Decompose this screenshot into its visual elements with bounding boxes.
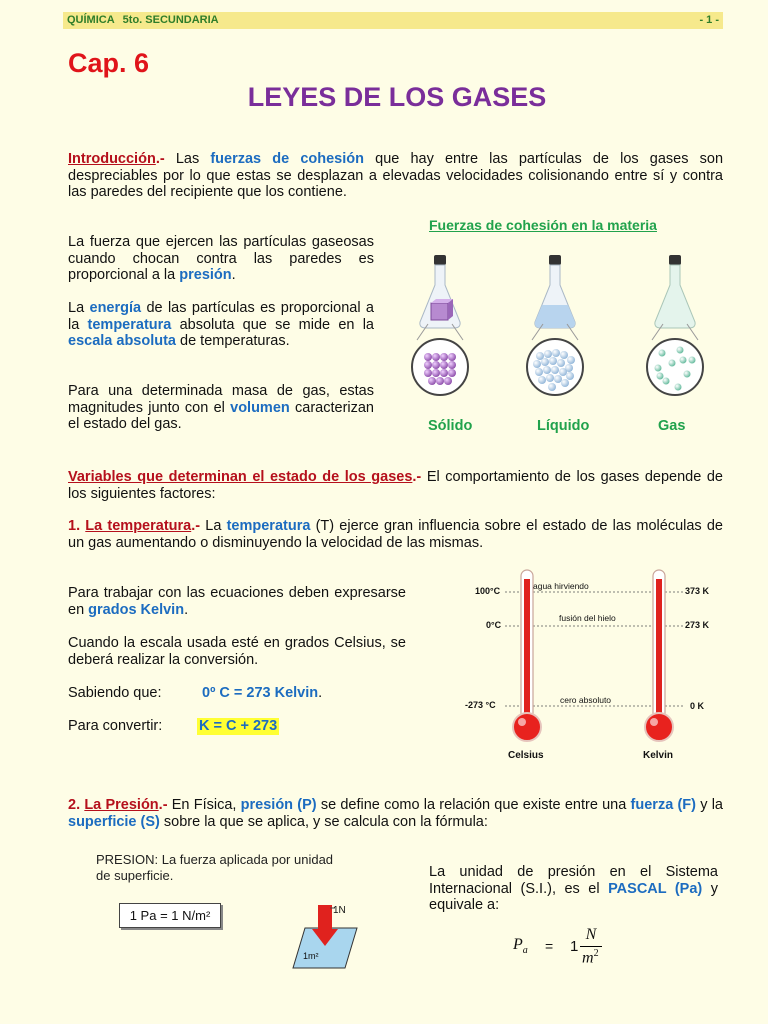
pascal-formula-box: 1 Pa = 1 N/m²	[119, 903, 221, 928]
variables-paragraph	[68, 469, 723, 502]
eq-one: 1	[570, 938, 579, 955]
keyword-fuerza-f: fuerza (F)	[630, 797, 696, 813]
temperatura-paragraph	[68, 518, 723, 551]
energia-text-3: absoluta que se mide en la	[171, 316, 374, 333]
label-100c: 100°C	[475, 586, 501, 596]
keyword-presion-p: presión (P)	[240, 797, 317, 813]
presion-text: En Física,	[167, 797, 241, 813]
keyword-temperatura-2: temperatura	[226, 518, 311, 534]
thermometer-celsius	[513, 570, 541, 741]
kelvin-text: Para trabajar con las ecuaciones deben expresarse en	[68, 585, 406, 618]
fuerza-text: La fuerza que ejercen las partículas gaseosas cuando chocan contra las paredes es proporcional a la	[68, 234, 374, 283]
keyword-pascal: PASCAL (Pa)	[608, 880, 703, 897]
label-0k: 0 K	[690, 701, 705, 711]
thermometers-figure	[455, 567, 725, 767]
masa-paragraph	[68, 383, 374, 433]
presion-heading: La Presión	[84, 797, 159, 813]
temperatura-text: La	[200, 518, 227, 534]
unidad-paragraph	[429, 864, 718, 914]
thermometer-kelvin	[645, 570, 673, 741]
masa-text-2: caracterizan el estado del gas.	[68, 399, 374, 432]
label-force-1n: 1N	[333, 905, 346, 916]
label-0c: 0°C	[486, 620, 502, 630]
keyword-escala-absoluta: escala absoluta	[68, 333, 176, 349]
eq-p	[513, 936, 528, 956]
label-area-1m2: 1m²	[303, 951, 319, 961]
page-number: - 1 -	[699, 14, 719, 26]
convertir-label: Para convertir:	[68, 718, 163, 734]
presion-paragraph	[68, 797, 723, 830]
flask-gas	[647, 255, 703, 395]
intro-heading: Introducción	[68, 151, 156, 167]
figure-cohesion-title: Fuerzas de cohesión en la materia	[429, 217, 657, 233]
temperatura-sep: .-	[191, 518, 201, 534]
temperatura-heading: La temperatura	[85, 518, 192, 534]
page-title-text: LEYES DE LOS GASES	[247, 82, 547, 112]
sabiendo-dot: .	[318, 685, 323, 701]
eq-p-symbol: P	[513, 936, 523, 953]
header-grade: 5to. SECUNDARIA	[122, 14, 219, 26]
eq-exponent: 2	[593, 948, 599, 959]
keyword-energia: energía	[89, 300, 142, 316]
presion-sep: .-	[158, 797, 168, 813]
presion-text-3: y la	[696, 797, 723, 813]
kelvin-paragraph	[68, 585, 406, 618]
presion-text-2: se define como la relación que existe entre una	[316, 797, 631, 813]
presion-definition: PRESION: La fuerza aplicada por unidad de superficie.	[96, 852, 334, 883]
label-fusion-hielo: fusión del hielo	[559, 613, 616, 623]
intro-sep: .-	[155, 151, 165, 167]
fuerza-paragraph	[68, 234, 374, 284]
eq-denominator	[582, 948, 599, 967]
keyword-superficie-s: superficie (S)	[68, 813, 160, 830]
label-minus273c: -273 °C	[465, 700, 496, 710]
convertir-formula: K = C + 273	[199, 718, 278, 734]
page-title	[0, 82, 768, 113]
eq-m: m	[582, 949, 594, 967]
keyword-volumen: volumen	[230, 399, 290, 416]
energia-text-2: de las partículas es proporcional a la	[68, 300, 374, 333]
temperatura-text-2: (T) ejerce gran influencia sobre el estado de las moléculas de un gas aumentando o disminuyendo la velocidad de las mismas.	[68, 518, 723, 551]
unidad-text-2: y equivale a:	[429, 880, 718, 913]
fuerza-text-2: .	[231, 267, 236, 283]
celsius-paragraph: Cuando la escala usada esté en grados Celsius, se deberá realizar la conversión.	[68, 635, 406, 668]
label-agua-hirviendo: agua hirviendo	[533, 581, 589, 591]
label-gas: Gas	[658, 418, 686, 434]
energia-text-4: de temperaturas.	[176, 333, 290, 349]
kelvin-text-2: .	[184, 601, 189, 618]
label-273k: 273 K	[685, 620, 710, 630]
unidad-text: La unidad de presión en el Sistema Internacional (S.I.), es el	[429, 864, 718, 897]
variables-sep: .-	[412, 469, 422, 485]
sabiendo-label: Sabiendo que:	[68, 685, 162, 701]
header-subject: QUÍMICA	[67, 14, 115, 26]
label-celsius: Celsius	[508, 750, 544, 761]
intro-text-2: que hay entre las partículas de los gases son despreciables por lo que estas se desplazan a elevadas velocidades colisionando entre sí y contra las paredes del recipiente que los contiene.	[68, 151, 724, 200]
label-kelvin: Kelvin	[643, 750, 674, 761]
keyword-presion: presión	[179, 267, 232, 283]
states-of-matter-figure	[400, 250, 720, 410]
temperatura-number: 1.	[68, 518, 86, 534]
presion-number: 2.	[68, 797, 85, 813]
chapter-label: Cap. 6	[68, 48, 150, 78]
intro-paragraph	[68, 151, 723, 201]
keyword-temperatura: temperatura	[87, 316, 172, 333]
flask-solid	[412, 255, 468, 395]
label-373k: 373 K	[685, 586, 710, 596]
presion-text-4: sobre la que se aplica, y se calcula con la fórmula:	[159, 813, 488, 830]
flask-liquid	[527, 255, 583, 395]
pressure-diagram	[285, 900, 365, 975]
keyword-cohesion: fuerzas de cohesión	[210, 151, 364, 167]
energia-text: La	[68, 300, 90, 316]
header-bar	[63, 12, 723, 29]
eq-fraction-bar	[580, 946, 602, 947]
sabiendo-formula	[202, 685, 322, 702]
masa-text: Para una determinada masa de gas, estas magnitudes junto con el	[68, 383, 374, 416]
eq-equals: =	[545, 938, 554, 954]
variables-text: El comportamiento de los gases depende de los siguientes factores:	[68, 469, 723, 502]
label-liquido: Líquido	[537, 418, 590, 434]
eq-numerator: N	[585, 926, 597, 943]
eq-p-subscript: a	[522, 945, 528, 957]
variables-heading: Variables que determinan el estado de los gases	[68, 469, 413, 485]
intro-text: Las	[164, 151, 211, 167]
keyword-grados-kelvin: grados Kelvin	[88, 601, 185, 618]
label-cero-absoluto: cero absoluto	[560, 695, 612, 705]
sabiendo-value: 0º C = 273 Kelvin	[202, 685, 319, 701]
label-solido: Sólido	[428, 418, 473, 434]
energia-paragraph	[68, 300, 374, 350]
